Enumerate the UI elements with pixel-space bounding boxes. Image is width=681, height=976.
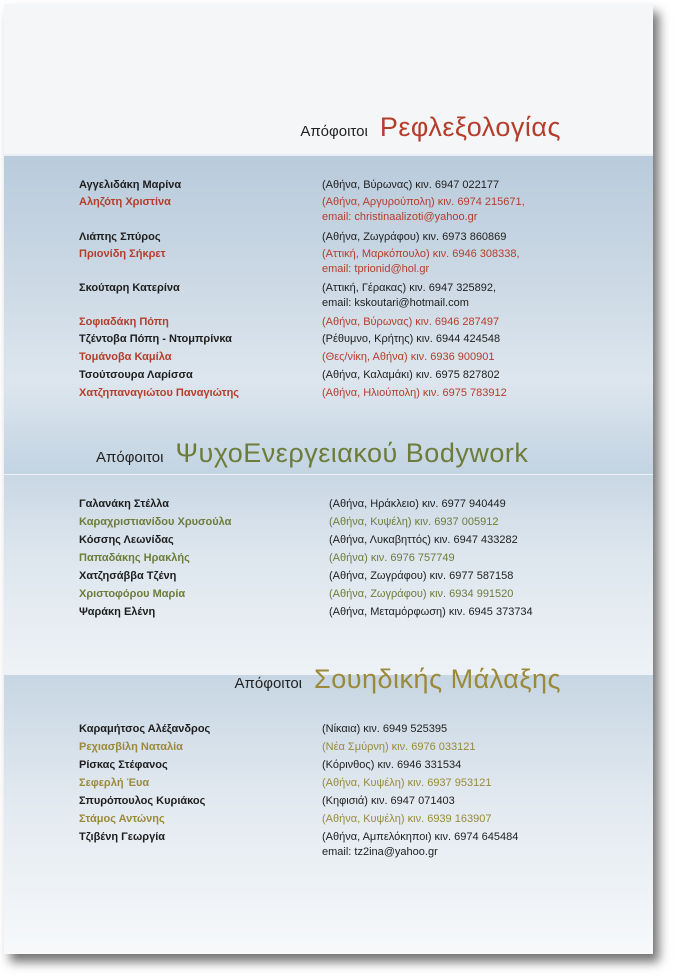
graduate-name: Αγγελιδάκη Μαρίνα bbox=[79, 179, 182, 191]
graduate-name: Ρίσκας Στέφανος bbox=[79, 759, 168, 771]
section-title: Σουηδικής Μάλαξης bbox=[314, 664, 561, 694]
graduate-name: Χατζηπαναγιώτου Παναγιώτης bbox=[79, 387, 240, 399]
graduate-contact: (Αθήνα) κιν. 6976 757749 bbox=[329, 552, 455, 564]
brochure-page bbox=[4, 4, 653, 954]
graduate-name: Ρεχιασβίλη Ναταλία bbox=[79, 741, 183, 753]
graduate-contact: (Αθήνα, Ζωγράφου) κιν. 6977 587158 bbox=[329, 570, 514, 582]
graduate-contact: (Αθήνα, Λυκαβηττός) κιν. 6947 433282 bbox=[329, 534, 518, 546]
graduate-name: Χατζησάββα Τζένη bbox=[79, 570, 177, 582]
graduate-name: Τζέντοβα Πόπη - Ντομπρίνκα bbox=[79, 333, 232, 345]
graduate-contact: (Αθήνα, Καλαμάκι) κιν. 6975 827802 bbox=[322, 369, 500, 381]
graduate-name: Γαλανάκη Στέλλα bbox=[79, 498, 170, 510]
graduate-name: Χριστοφόρου Μαρία bbox=[79, 588, 186, 600]
graduate-email: email: tprionid@hol.gr bbox=[322, 263, 430, 275]
graduate-name: Παπαδάκης Ηρακλής bbox=[79, 552, 190, 564]
section-prefix: Απόφοιτοι bbox=[96, 449, 164, 466]
graduate-contact: (Αττική, Μαρκόπουλο) κιν. 6946 308338, bbox=[322, 248, 520, 260]
section-title: Ρεφλεξολογίας bbox=[379, 112, 561, 142]
graduate-contact: (Αθήνα, Κυψέλη) κιν. 6939 163907 bbox=[322, 813, 492, 825]
graduate-name: Αληζότη Χριστίνα bbox=[79, 196, 171, 208]
graduate-name: Καραχριστιανίδου Χρυσούλα bbox=[79, 516, 232, 528]
graduate-name: Σπυρόπουλος Κυριάκος bbox=[79, 795, 206, 807]
graduate-contact: (Αττική, Γέρακας) κιν. 6947 325892, bbox=[322, 282, 497, 294]
graduate-contact: (Αθήνα, Κυψέλη) κιν. 6937 953121 bbox=[322, 777, 492, 789]
graduate-contact: (Αθήνα, Αμπελόκηποι) κιν. 6974 645484 bbox=[322, 831, 519, 843]
graduate-contact: (Κηφισιά) κιν. 6947 071403 bbox=[322, 795, 455, 807]
graduate-contact: (Αθήνα, Αργυρούπολη) κιν. 6974 215671, bbox=[322, 196, 525, 208]
graduate-email: email: kskoutari@hotmail.com bbox=[322, 297, 469, 309]
graduate-name: Σοφιαδάκη Πόπη bbox=[79, 316, 169, 328]
swedish-massage-heading bbox=[235, 664, 561, 695]
section-prefix: Απόφοιτοι bbox=[234, 675, 303, 692]
graduate-contact: (Αθήνα, Ζωγράφου) κιν. 6973 860869 bbox=[322, 231, 507, 243]
graduate-contact: (Αθήνα, Μεταμόρφωση) κιν. 6945 373734 bbox=[329, 606, 533, 618]
graduate-contact: (Θες/νίκη, Αθήνα) κιν. 6936 900901 bbox=[322, 351, 495, 363]
graduate-name: Καραμήτσος Αλέξανδρος bbox=[79, 723, 211, 735]
graduate-name: Σεφερλή Έυα bbox=[79, 777, 150, 789]
graduate-contact: (Αθήνα, Ζωγράφου) κιν. 6934 991520 bbox=[329, 588, 514, 600]
graduate-name: Τζιβένη Γεωργία bbox=[79, 831, 166, 843]
graduate-contact: (Αθήνα, Βύρωνας) κιν. 6947 022177 bbox=[322, 179, 500, 191]
graduate-name: Πριονίδη Σήκρετ bbox=[79, 248, 166, 260]
graduate-contact: (Αθήνα, Κυψέλη) κιν. 6937 005912 bbox=[329, 516, 499, 528]
graduate-name: Σκούταρη Κατερίνα bbox=[79, 282, 180, 294]
bodywork-heading bbox=[96, 438, 528, 469]
graduate-name: Τομάνοβα Καμίλα bbox=[79, 351, 172, 363]
graduate-name: Ψαράκη Ελένη bbox=[79, 606, 156, 618]
graduate-contact: (Ρέθυμνο, Κρήτης) κιν. 6944 424548 bbox=[322, 333, 501, 345]
graduate-email: email: christinaalizoti@yahoo.gr bbox=[322, 211, 478, 223]
graduate-contact: (Αθήνα, Ηλιούπολη) κιν. 6975 783912 bbox=[322, 387, 507, 399]
graduate-contact: (Αθήνα, Ηράκλειο) κιν. 6977 940449 bbox=[329, 498, 506, 510]
graduate-name: Τσούτσουρα Λαρίσσα bbox=[79, 369, 193, 381]
graduate-name: Λιάπης Σπύρος bbox=[79, 231, 161, 243]
graduate-name: Κόσσης Λεωνίδας bbox=[79, 534, 174, 546]
section-prefix: Απόφοιτοι bbox=[300, 123, 368, 140]
graduate-email: email: tz2ina@yahoo.gr bbox=[322, 846, 438, 858]
graduate-contact: (Αθήνα, Βύρωνας) κιν. 6946 287497 bbox=[322, 316, 500, 328]
reflexology-heading bbox=[300, 112, 561, 143]
section-title: ΨυχοΕνεργειακού Bodywork bbox=[175, 438, 529, 468]
graduate-contact: (Νέα Σμύρνη) κιν. 6976 033121 bbox=[322, 741, 476, 753]
graduate-name: Στάμος Αντώνης bbox=[79, 813, 165, 825]
graduate-contact: (Νίκαια) κιν. 6949 525395 bbox=[322, 723, 448, 735]
graduate-contact: (Κόρινθος) κιν. 6946 331534 bbox=[322, 759, 462, 771]
